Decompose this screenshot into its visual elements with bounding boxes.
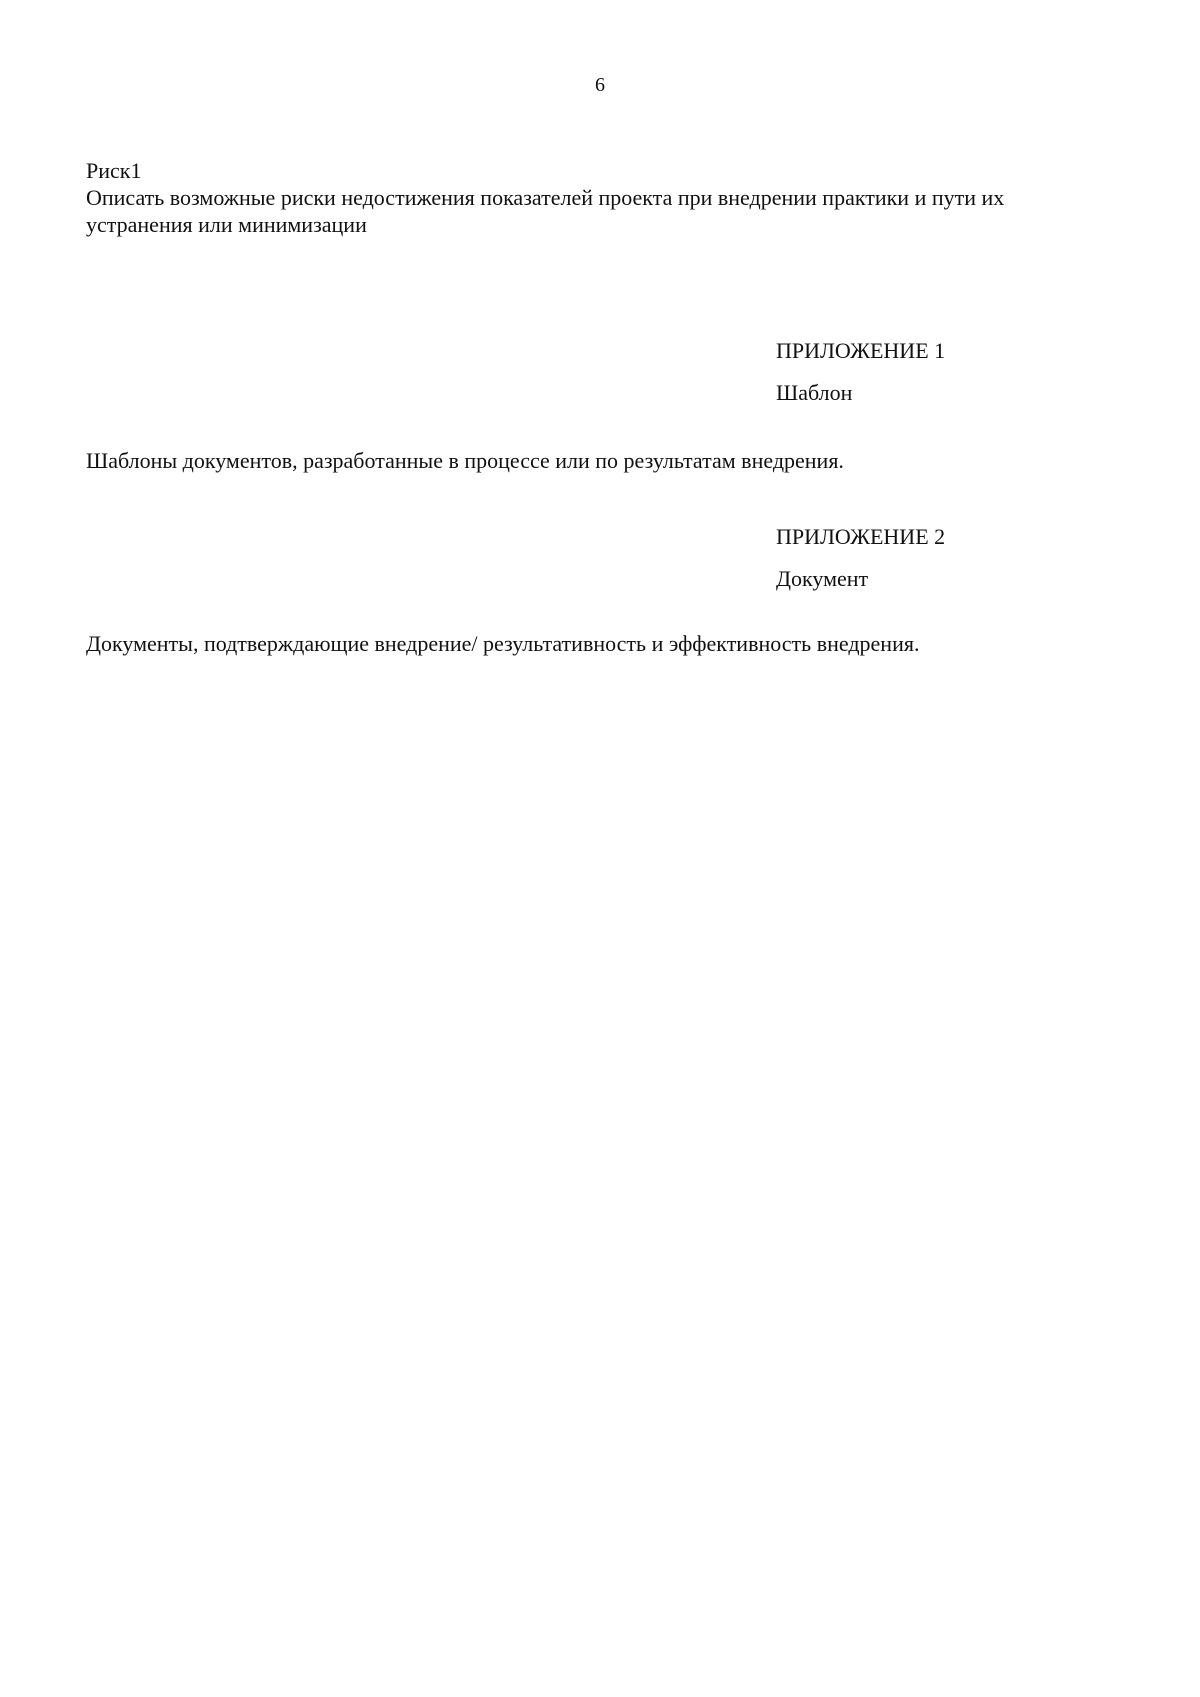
appendix-2-label: ПРИЛОЖЕНИЕ 2 <box>776 524 946 549</box>
appendix-1-text: Шаблоны документов, разработанные в процессе или по результатам внедрения. <box>86 448 844 473</box>
appendix-2-subtitle: Документ <box>776 566 869 591</box>
risk-title: Риск1 <box>86 158 142 183</box>
appendix-1-header <box>776 337 1156 421</box>
risk-description: Описать возможные риски недостижения показателей проекта при внедрении практики и пути их устранения или минимизации <box>86 185 1005 237</box>
appendix-1-subtitle: Шаблон <box>776 380 853 405</box>
appendix-1-label: ПРИЛОЖЕНИЕ 1 <box>776 338 946 363</box>
risk-section <box>86 157 1086 238</box>
appendix-2-header <box>776 523 1156 607</box>
page-number: 6 <box>595 74 605 96</box>
appendix-2-text: Документы, подтверждающие внедрение/ результативность и эффективность внедрения. <box>86 631 920 656</box>
